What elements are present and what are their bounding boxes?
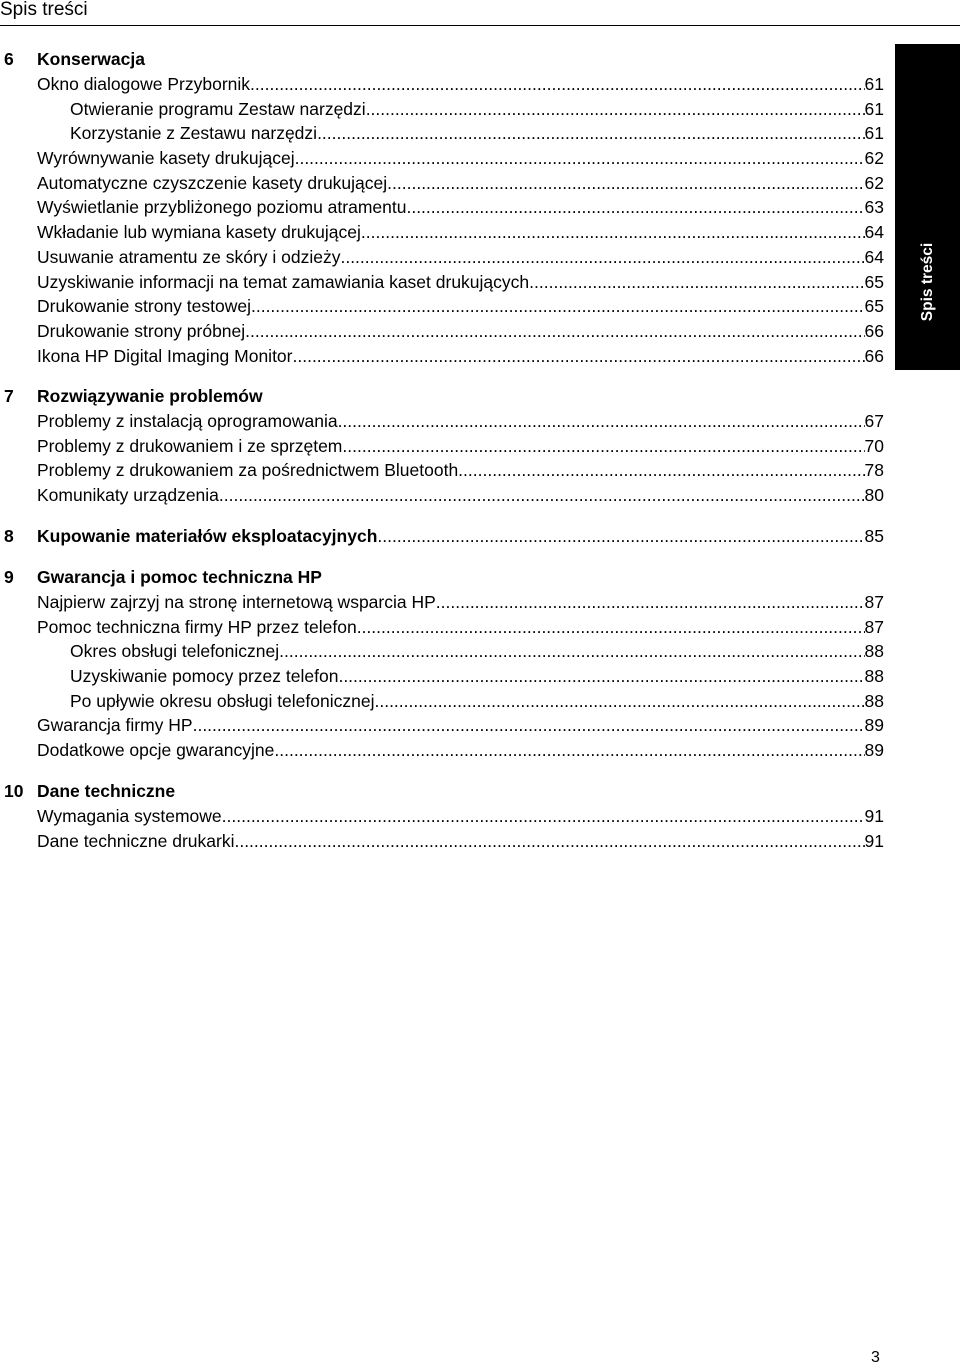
leader-dots (250, 72, 865, 97)
toc-entry[interactable] (0, 146, 884, 171)
leader-dots (222, 804, 865, 829)
toc-entry[interactable] (0, 344, 884, 369)
toc-entry[interactable] (0, 434, 884, 459)
chapter-10 (0, 779, 884, 853)
leader-dots (338, 409, 865, 434)
toc-entry[interactable] (0, 713, 884, 738)
toc-entry[interactable] (0, 639, 884, 664)
toc-entry-text: Wymagania systemowe (37, 806, 222, 826)
section-side-tab (895, 44, 960, 370)
toc-entry-page: 89 (864, 740, 884, 761)
toc-entry-text: Wkładanie lub wymiana kasety drukującej (37, 222, 361, 243)
toc-entry-text: Drukowanie strony testowej (37, 296, 251, 317)
toc-entry-text: Problemy z drukowaniem i ze sprzętem (37, 435, 343, 456)
toc-entry-page: 89 (864, 715, 884, 736)
toc-entry-text: Drukowanie strony próbnej (37, 320, 246, 341)
toc-entry-text: Otwieranie programu Zestaw narzędzi (70, 98, 366, 119)
chapter-number: 7 (4, 386, 14, 406)
toc-entry[interactable] (0, 72, 884, 97)
chapter-title: Konserwacja (37, 49, 145, 69)
toc-entry-text: Wyświetlanie przybliżonego poziomu atramentu (37, 197, 407, 218)
toc-entry-text: Po upływie okresu obsługi telefonicznej (70, 690, 375, 711)
chapter-title: Rozwiązywanie problemów (37, 386, 263, 406)
toc-entry-page: 63 (864, 197, 884, 218)
toc-entry[interactable] (0, 804, 884, 829)
toc-entry-page: 70 (864, 435, 884, 456)
toc-entry[interactable] (0, 689, 884, 714)
toc-entry-text: Dane techniczne drukarki (37, 830, 235, 851)
toc-entry-page: 88 (864, 690, 884, 711)
toc-entry-page: 66 (864, 345, 884, 366)
toc-entry[interactable] (0, 738, 884, 763)
toc-entry-page: 66 (864, 320, 884, 341)
toc-entry[interactable] (0, 245, 884, 270)
toc-entry-page: 62 (864, 148, 884, 169)
toc-entry-text: Problemy z drukowaniem za pośrednictwem Bluetooth (37, 460, 459, 481)
toc-entry[interactable] (0, 220, 884, 245)
toc-entry-text: Gwarancja firmy HP (37, 715, 193, 736)
toc-entry-page: 78 (864, 460, 884, 481)
toc-entry-text: Wyrównywanie kasety drukującej (37, 148, 295, 169)
toc-entry-page: 87 (864, 616, 884, 637)
leader-dots (234, 829, 864, 854)
leader-dots (529, 270, 864, 295)
toc-entry[interactable] (0, 829, 884, 854)
toc-entry[interactable] (0, 195, 884, 220)
leader-dots (274, 738, 864, 763)
toc-entry[interactable] (0, 483, 884, 508)
page-header-title: Spis treści (0, 0, 88, 20)
toc-entry-text: Uzyskiwanie pomocy przez telefon (70, 666, 339, 687)
chapter-page: 85 (864, 526, 884, 546)
chapter-heading[interactable] (0, 779, 884, 804)
toc-entry-page: 87 (864, 592, 884, 612)
chapter-title: Gwarancja i pomoc techniczna HP (37, 567, 322, 587)
leader-dots (193, 713, 865, 738)
toc-entry-text: Komunikaty urządzenia (37, 485, 219, 506)
toc-entry[interactable] (0, 171, 884, 196)
chapter-heading[interactable] (0, 524, 884, 549)
toc-entry-page: 88 (864, 666, 884, 687)
chapter-6 (0, 47, 884, 368)
toc-entry[interactable] (0, 270, 884, 295)
toc-entry-page: 80 (864, 485, 884, 506)
leader-dots (377, 524, 864, 549)
toc-entry-text: Okres obsługi telefonicznej (70, 641, 280, 662)
toc-entry-text: Pomoc techniczna firmy HP przez telefon (37, 616, 357, 637)
side-tab-label: Spis treści (918, 242, 936, 322)
toc-entry-text: Problemy z instalacją oprogramowania (37, 411, 338, 431)
toc-entry-page: 65 (864, 271, 884, 292)
page-number: 3 (871, 1349, 880, 1366)
chapter-8 (0, 524, 884, 549)
chapter-number: 10 (4, 781, 24, 801)
toc-entry[interactable] (0, 590, 884, 615)
leader-dots (458, 458, 864, 483)
toc-entry-page: 91 (864, 830, 884, 851)
leader-dots (251, 294, 865, 319)
leader-dots (293, 344, 865, 369)
toc-entry-text: Korzystanie z Zestawu narzędzi (70, 123, 318, 144)
toc-entry-page: 67 (864, 411, 884, 431)
toc-entry-page: 64 (864, 246, 884, 267)
toc-entry-text: Dodatkowe opcje gwarancyjne (37, 740, 275, 761)
leader-dots (219, 483, 865, 508)
toc-entry-text: Usuwanie atramentu ze skóry i odzieży (37, 246, 341, 267)
leader-dots (338, 664, 864, 689)
toc-entry-page: 61 (864, 98, 884, 119)
toc-entry[interactable] (0, 319, 884, 344)
toc-entry[interactable] (0, 664, 884, 689)
toc-entry-page: 62 (864, 172, 884, 193)
chapter-number: 8 (4, 526, 14, 546)
toc-entry[interactable] (0, 615, 884, 640)
leader-dots (406, 195, 864, 220)
leader-dots (342, 434, 864, 459)
toc-entry[interactable] (0, 97, 884, 122)
toc-entry[interactable] (0, 409, 884, 434)
toc-entry-page: 88 (864, 641, 884, 662)
leader-dots (357, 615, 865, 640)
chapter-heading[interactable] (0, 384, 884, 409)
toc-entry-text: Ikona HP Digital Imaging Monitor (37, 345, 293, 366)
toc-entry-text: Uzyskiwanie informacji na temat zamawiania kaset drukujących (37, 271, 530, 292)
toc-entry-text: Okno dialogowe Przybornik (37, 74, 251, 94)
chapter-number: 6 (4, 49, 14, 69)
leader-dots (295, 146, 865, 171)
toc-entry-page: 61 (864, 123, 884, 144)
toc-entry-page: 64 (864, 222, 884, 243)
leader-dots (245, 319, 864, 344)
toc-entry-page: 61 (864, 74, 884, 94)
chapter-9 (0, 565, 884, 763)
toc-entry[interactable] (0, 294, 884, 319)
toc-entry-text: Automatyczne czyszczenie kasety drukującej (37, 172, 388, 193)
leader-dots (387, 171, 864, 196)
leader-dots (279, 639, 864, 664)
chapter-title: Dane techniczne (37, 781, 176, 801)
chapter-heading[interactable] (0, 565, 884, 590)
chapter-number: 9 (4, 567, 14, 587)
toc-entry-text: Najpierw zajrzyj na stronę internetową wsparcia HP (37, 592, 436, 612)
leader-dots (340, 245, 864, 270)
toc-entry-page: 65 (864, 296, 884, 317)
toc-entry-page: 91 (864, 806, 884, 826)
leader-dots (317, 121, 864, 146)
toc-entry[interactable] (0, 458, 884, 483)
chapter-title: Kupowanie materiałów eksploatacyjnych (37, 526, 378, 546)
leader-dots (374, 689, 864, 714)
leader-dots (436, 590, 865, 615)
chapter-7 (0, 384, 884, 508)
leader-dots (366, 97, 865, 122)
chapter-heading[interactable] (0, 47, 884, 72)
leader-dots (361, 220, 865, 245)
toc-entry[interactable] (0, 121, 884, 146)
